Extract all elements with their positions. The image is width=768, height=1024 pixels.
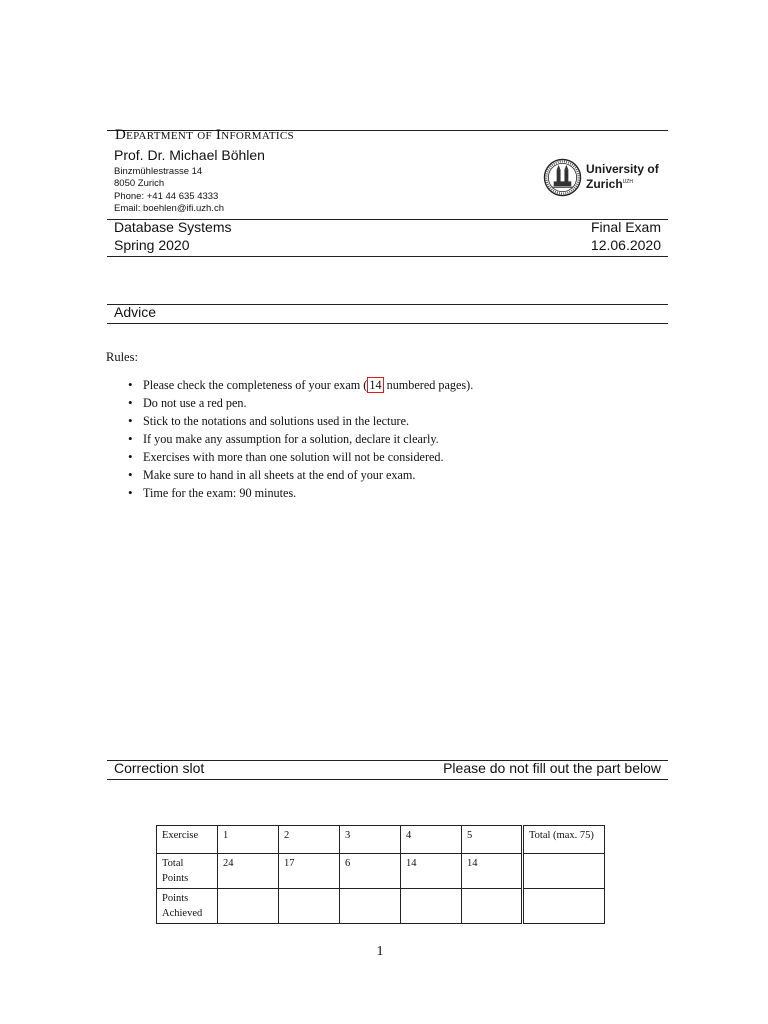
rule-item: • If you make any assumption for a solution, declare it clearly.: [128, 430, 473, 448]
rule-item: • Time for the exam: 90 minutes.: [128, 484, 473, 502]
logo-line-1: University of: [586, 162, 659, 176]
table-row: [157, 826, 605, 854]
rule-item: [128, 376, 473, 394]
row-label-exercise: Exercise: [157, 826, 218, 854]
score-table: [156, 825, 605, 924]
rule-item: • Make sure to hand in all sheets at the end of your exam.: [128, 466, 473, 484]
exercise-number: 2: [279, 826, 340, 854]
total-header: Total (max. 75): [523, 826, 605, 854]
row-label-points-achieved: Points Achieved: [157, 889, 218, 924]
address-street: Binzmühlestrasse 14: [114, 166, 203, 177]
university-seal-icon: [543, 158, 582, 197]
total-points-cell: 14: [462, 854, 523, 889]
advice-top-rule: [107, 304, 668, 305]
logo-wordmark: [586, 163, 659, 191]
exam-date: 12.06.2020: [590, 237, 661, 253]
professor-name: Prof. Dr. Michael Böhlen: [114, 147, 265, 163]
correction-slot-label: Correction slot: [114, 760, 205, 776]
points-achieved-cell: [462, 889, 523, 924]
address-phone: Phone: +41 44 635 4333: [114, 190, 219, 202]
rules-list: [128, 376, 473, 502]
total-points-cell: 14: [401, 854, 462, 889]
course-bottom-rule: [107, 256, 668, 257]
total-points-cell: 24: [218, 854, 279, 889]
points-achieved-cell: [401, 889, 462, 924]
advice-heading: Advice: [114, 304, 157, 320]
course-term: Spring 2020: [114, 237, 190, 253]
rule-item: • Do not use a red pen.: [128, 394, 473, 412]
points-achieved-cell: [340, 889, 401, 924]
correction-note: Please do not fill out the part below: [443, 760, 661, 776]
advice-bottom-rule: [107, 323, 668, 324]
table-row: [157, 889, 605, 924]
exercise-number: 4: [401, 826, 462, 854]
page-number: 1: [376, 944, 384, 959]
rule-text: numbered pages).: [383, 378, 474, 392]
points-achieved-cell: [218, 889, 279, 924]
rule-text: Please check the completeness of your exam (: [143, 378, 368, 392]
department-name: Department of Informatics: [115, 127, 294, 143]
page-count-link[interactable]: 14: [369, 378, 382, 392]
points-achieved-cell: [279, 889, 340, 924]
address-email: Email: boehlen@ifi.uzh.ch: [114, 202, 224, 214]
logo-line-2-text: Zurich: [586, 177, 623, 191]
logo-line-2: [586, 176, 659, 191]
rule-item: • Exercises with more than one solution will not be considered.: [128, 448, 473, 466]
total-points-cell: 6: [340, 854, 401, 889]
total-points-cell: 17: [279, 854, 340, 889]
logo-suffix: UZH: [622, 179, 633, 185]
total-points-sum-cell: [523, 854, 605, 889]
university-logo: [543, 158, 673, 200]
points-achieved-total-cell: [523, 889, 605, 924]
row-label-total-points: Total Points: [157, 854, 218, 889]
rule-item: • Stick to the notations and solutions used in the lecture.: [128, 412, 473, 430]
exam-type: Final Exam: [590, 219, 661, 235]
correction-bottom-rule: [107, 779, 668, 780]
contact-address: [114, 166, 224, 215]
exercise-number: 3: [340, 826, 401, 854]
course-name: Database Systems: [114, 219, 232, 235]
exercise-number: 5: [462, 826, 523, 854]
table-row: [157, 854, 605, 889]
rules-title: Rules:: [106, 350, 138, 364]
exercise-number: 1: [218, 826, 279, 854]
address-city: 8050 Zurich: [114, 178, 165, 190]
